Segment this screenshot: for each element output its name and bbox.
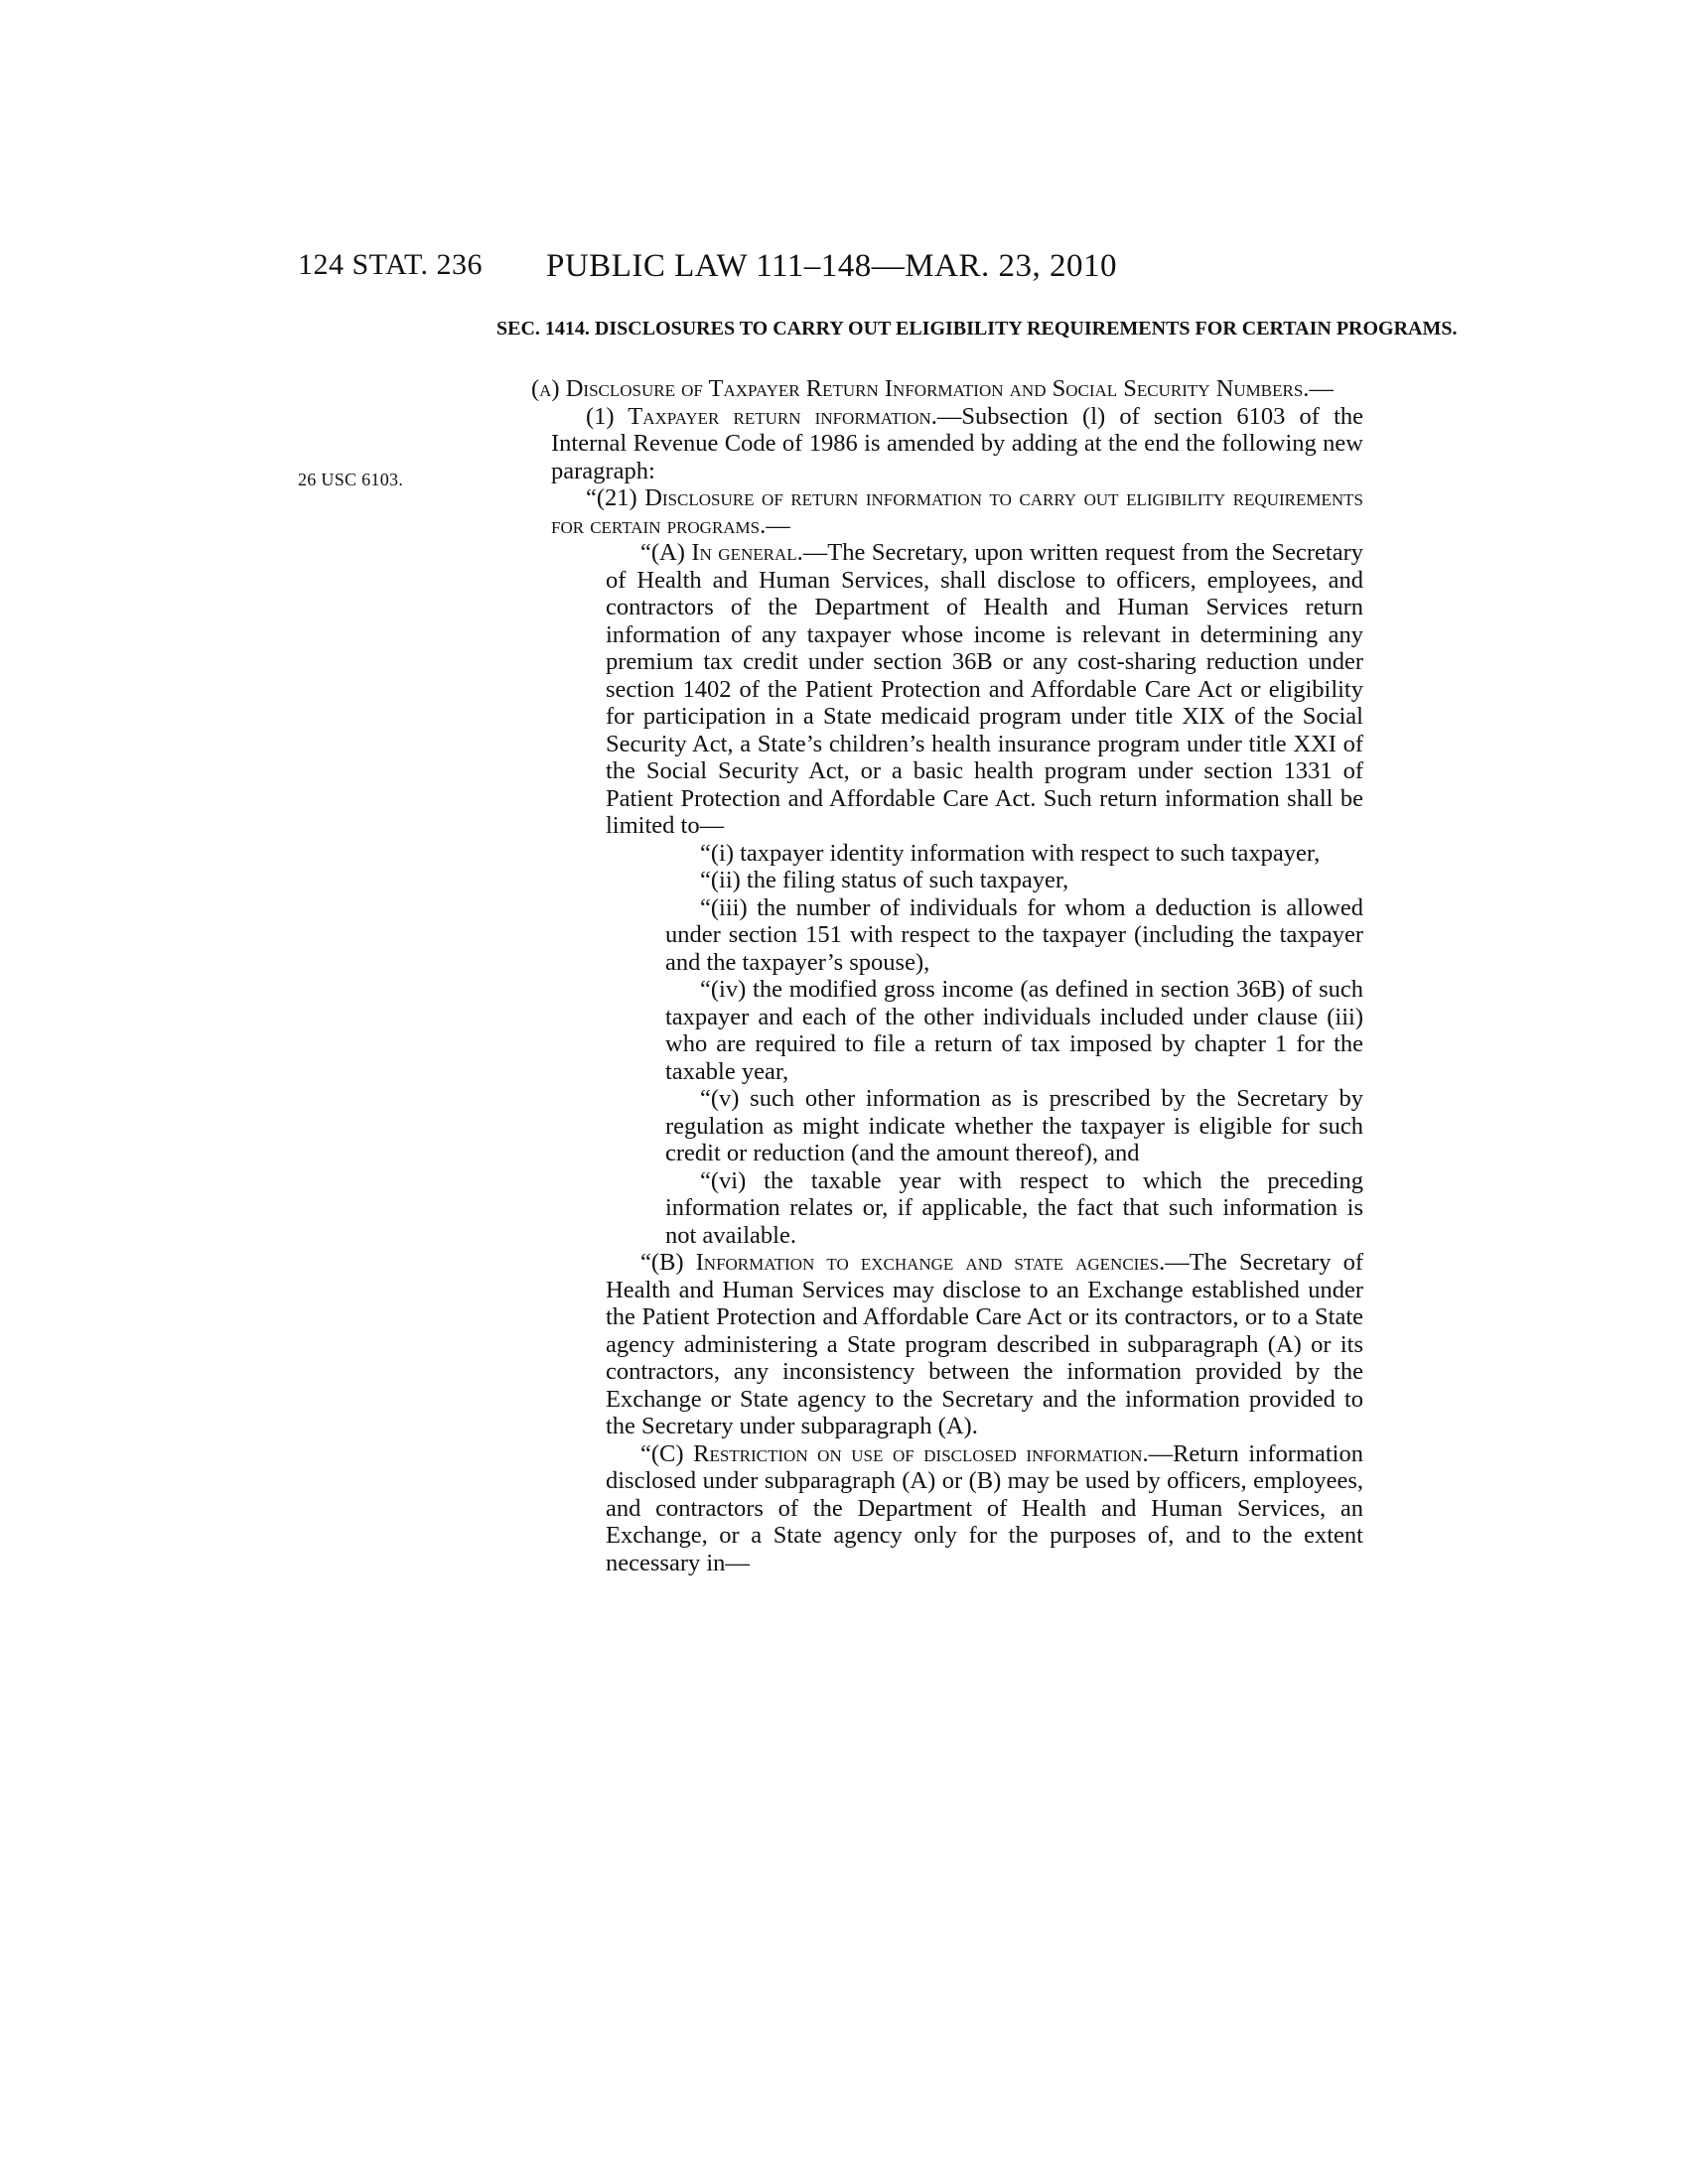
paragraph-1-text: —Subsection (l) of section 6103 of the Internal Revenue Code of 1986 is amended by adding at the end the following new paragraph: (551, 402, 1364, 484)
subsection-a-heading: (a) Disclosure of Taxpayer Return Information and Social Security Numbers.— (531, 375, 1334, 402)
document-body (496, 375, 1363, 1576)
paragraph-21 (496, 484, 1363, 539)
subparagraph-a-heading: “(A) In general. (640, 539, 803, 566)
paragraph-1 (496, 403, 1363, 485)
clause-ii: “(ii) the filing status of such taxpayer, (700, 867, 1069, 893)
subparagraph-b-text: —The Secretary of Health and Human Services may disclose to an Exchange established under the Patient Protection and Affordable Care Act or its contractors, or to a State agency administering a State program described in subparagraph (A) or its contractors, any inconsistency between the information provided by the Exchange or State agency to the Secretary and the information provided to the Secretary under subparagraph (A). (606, 1249, 1364, 1439)
subparagraph-a-text: —The Secretary, upon written request from the Secretary of Health and Human Services, shall disclose to officers, employees, and contractors of the Department of Health and Human Services return information of any taxpayer whose income is relevant in determining any premium tax credit under section 36B or any cost-sharing reduction under section 1402 of the Patient Protection and Affordable Care Act or eligibility for participation in a State medicaid program under title XIX of the Social Security Act, a State’s children’s health insurance program under title XXI of the Social Security Act, or a basic health program under section 1331 of Patient Protection and Affordable Care Act. Such return information shall be limited to— (606, 539, 1363, 839)
clause-iv: “(iv) the modified gross income (as defined in section 36B) of such taxpayer and each of the other individuals included under clause (iii) who are required to file a return of tax imposed by chapter 1 for the taxable year, (665, 976, 1363, 1085)
running-title: PUBLIC LAW 111–148—MAR. 23, 2010 (546, 248, 1117, 284)
clause-i: “(i) taxpayer identity information with respect to such taxpayer, (700, 839, 1321, 867)
subparagraph-b-heading: “(B) Information to exchange and state agencies. (640, 1249, 1166, 1276)
clause-vi: “(vi) the taxable year with respect to which the preceding information relates or, if applicable, the fact that such information is not available. (665, 1166, 1363, 1249)
subparagraph-c (496, 1440, 1363, 1577)
subsection-a (496, 375, 1363, 403)
section-heading: SEC. 1414. DISCLOSURES TO CARRY OUT ELIGIBILITY REQUIREMENTS FOR CERTAIN PROGRAMS. (496, 318, 1458, 340)
page-header (298, 248, 1365, 292)
statute-page-number: 124 STAT. 236 (298, 248, 484, 281)
paragraph-21-heading: “(21) Disclosure of return information to carry out eligibility requirements for certain programs.— (551, 484, 1363, 539)
margin-citation: 26 USC 6103. (298, 470, 404, 489)
clause-iii: “(iii) the number of individuals for whom a deduction is allowed under section 151 with respect to the taxpayer (including the taxpayer and the taxpayer’s spouse), (665, 893, 1363, 976)
subparagraph-b (496, 1249, 1363, 1440)
subparagraph-c-text: —Return information disclosed under subparagraph (A) or (B) may be used by officers, employees, and contractors of the Department of Health and Human Services, an Exchange, or a State agency only for the purposes of, and to the extent necessary in— (606, 1439, 1363, 1576)
subparagraph-c-heading: “(C) Restriction on use of disclosed information. (640, 1439, 1149, 1467)
subparagraph-a (496, 539, 1363, 840)
clause-v: “(v) such other information as is prescribed by the Secretary by regulation as might indicate whether the taxpayer is eligible for such credit or reduction (and the amount thereof), and (665, 1085, 1363, 1166)
paragraph-1-heading: (1) Taxpayer return information. (586, 402, 937, 430)
